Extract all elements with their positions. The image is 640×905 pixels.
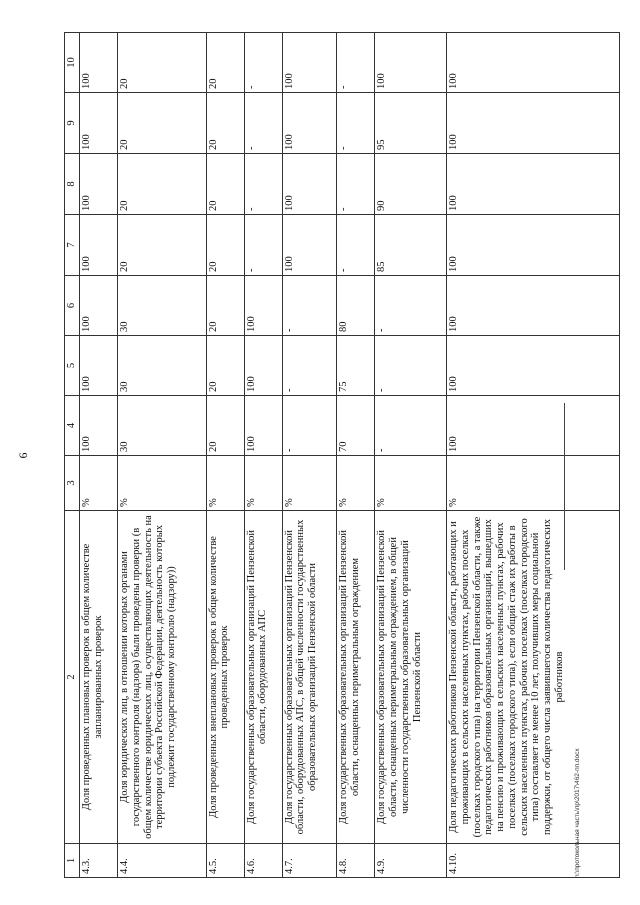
table-row (447, 33, 620, 878)
value-cell: - (337, 33, 375, 93)
column-header: 4 (65, 396, 80, 456)
table-row (375, 33, 447, 878)
value-cell: 70 (337, 396, 375, 456)
row-number: 4.5. (206, 844, 244, 878)
value-cell: 20 (206, 154, 244, 215)
value-cell: 100 (447, 33, 620, 93)
row-number: 4.9. (375, 844, 447, 878)
indicator-description: Доля государственных образовательных организаций Пензенской области, оборудованных АПС, в общей численности государственных образовательных организаций Пензенской области (282, 511, 337, 844)
table-row (244, 33, 282, 878)
value-cell: - (244, 215, 282, 276)
value-cell: 100 (282, 93, 337, 154)
value-cell: - (282, 336, 337, 396)
value-cell: 30 (118, 276, 207, 336)
unit-cell: % (244, 456, 282, 511)
value-cell: 80 (337, 276, 375, 336)
column-header: 2 (65, 511, 80, 844)
value-cell: - (244, 93, 282, 154)
value-cell: 20 (206, 396, 244, 456)
indicator-table (64, 32, 620, 878)
value-cell: - (337, 93, 375, 154)
value-cell: 85 (375, 215, 447, 276)
value-cell: 100 (447, 154, 620, 215)
value-cell: 20 (118, 154, 207, 215)
value-cell: 100 (375, 33, 447, 93)
value-cell: 100 (282, 215, 337, 276)
row-number: 4.4. (118, 844, 207, 878)
value-cell: - (337, 215, 375, 276)
value-cell: 100 (80, 33, 118, 93)
unit-cell: % (118, 456, 207, 511)
value-cell: - (337, 154, 375, 215)
indicator-description: Доля проведенных плановых проверок в общем количестве запланированных проверок (80, 511, 118, 844)
column-header: 1 (65, 844, 80, 878)
value-cell: - (244, 33, 282, 93)
table-row (206, 33, 244, 878)
column-header: 3 (65, 456, 80, 511)
column-header: 9 (65, 93, 80, 154)
unit-cell: % (337, 456, 375, 511)
value-cell: 100 (282, 154, 337, 215)
column-header: 10 (65, 33, 80, 93)
value-cell: - (375, 276, 447, 336)
file-path: h:\протокольная часть\пр\2017\462-пп.docx (574, 748, 581, 878)
row-number: 4.6. (244, 844, 282, 878)
value-cell: - (282, 276, 337, 336)
value-cell: 20 (118, 93, 207, 154)
value-cell: 20 (206, 276, 244, 336)
table-row (118, 33, 207, 878)
value-cell: 100 (447, 93, 620, 154)
table-row (282, 33, 337, 878)
indicator-description: Доля юридических лиц, в отношении которых органами государственного контроля (надзора) были проведены проверки (в общем количестве юридических лиц, осуществляющих деятельность на территории субъекта Российской Федерации, деятельность которых подлежит государственному контролю (надзору)) (118, 511, 207, 844)
table-row (337, 33, 375, 878)
value-cell: 100 (447, 336, 620, 396)
column-header: 7 (65, 215, 80, 276)
value-cell: 30 (118, 396, 207, 456)
value-cell: 100 (80, 154, 118, 215)
value-cell: 100 (244, 396, 282, 456)
value-cell: 100 (447, 215, 620, 276)
value-cell: 100 (244, 336, 282, 396)
value-cell: 20 (206, 336, 244, 396)
unit-cell: % (447, 456, 620, 511)
footnote-divider (564, 403, 565, 570)
value-cell: 20 (206, 33, 244, 93)
value-cell: 20 (118, 33, 207, 93)
row-number: 4.8. (337, 844, 375, 878)
indicator-description: Доля государственных образовательных организаций Пензенской области, оборудованных АПС (244, 511, 282, 844)
indicator-description: Доля педагогических работников Пензенской области, работающих и проживающих в сельских населенных пунктах, рабочих поселках (поселках городского типа) на территории Пензенской области, а также педагогических работников образовательных организаций, вышедших на пенсию и проживающих в сельских населенных пунктах, рабочих поселках (поселках городского типа), если общий стаж их работы в сельских населенных пунктах, рабочих поселках (поселках городского типа) составляет не менее 10 лет, получивших меры социальной поддержки, от общего числа заявившегося количества педагогических работников (447, 511, 620, 844)
value-cell: 100 (244, 276, 282, 336)
value-cell: 90 (375, 154, 447, 215)
row-number: 4.10. (447, 844, 620, 878)
rotated-sheet (16, 33, 620, 878)
indicator-description: Доля государственных образовательных организаций Пензенской области, оснащенных периметральным ограждением (337, 511, 375, 844)
value-cell: 95 (375, 93, 447, 154)
value-cell: 100 (80, 396, 118, 456)
indicator-description: Доля проведенных внеплановых проверок в общем количестве проведенных проверок (206, 511, 244, 844)
value-cell: - (282, 396, 337, 456)
column-header: 5 (65, 336, 80, 396)
unit-cell: % (206, 456, 244, 511)
value-cell: 100 (447, 276, 620, 336)
value-cell: 20 (206, 93, 244, 154)
header-row (65, 33, 80, 878)
page-number: 6 (16, 452, 30, 459)
indicator-description: Доля государственных образовательных организаций Пензенской области, оснащенных периметральным ограждением, в общей численности государственных образовательных организаций Пензенской области (375, 511, 447, 844)
unit-cell: % (80, 456, 118, 511)
value-cell: 100 (80, 276, 118, 336)
value-cell: 30 (118, 336, 207, 396)
value-cell: - (375, 336, 447, 396)
value-cell: 20 (118, 215, 207, 276)
table-row (80, 33, 118, 878)
value-cell: 100 (80, 215, 118, 276)
value-cell: 20 (206, 215, 244, 276)
value-cell: - (244, 154, 282, 215)
unit-cell: % (375, 456, 447, 511)
value-cell: 100 (80, 93, 118, 154)
value-cell: 100 (447, 396, 620, 456)
column-header: 6 (65, 276, 80, 336)
value-cell: 100 (80, 336, 118, 396)
row-number: 4.7. (282, 844, 337, 878)
value-cell: - (375, 396, 447, 456)
value-cell: 100 (282, 33, 337, 93)
column-header: 8 (65, 154, 80, 215)
unit-cell: % (282, 456, 337, 511)
row-number: 4.3. (80, 844, 118, 878)
value-cell: 75 (337, 336, 375, 396)
